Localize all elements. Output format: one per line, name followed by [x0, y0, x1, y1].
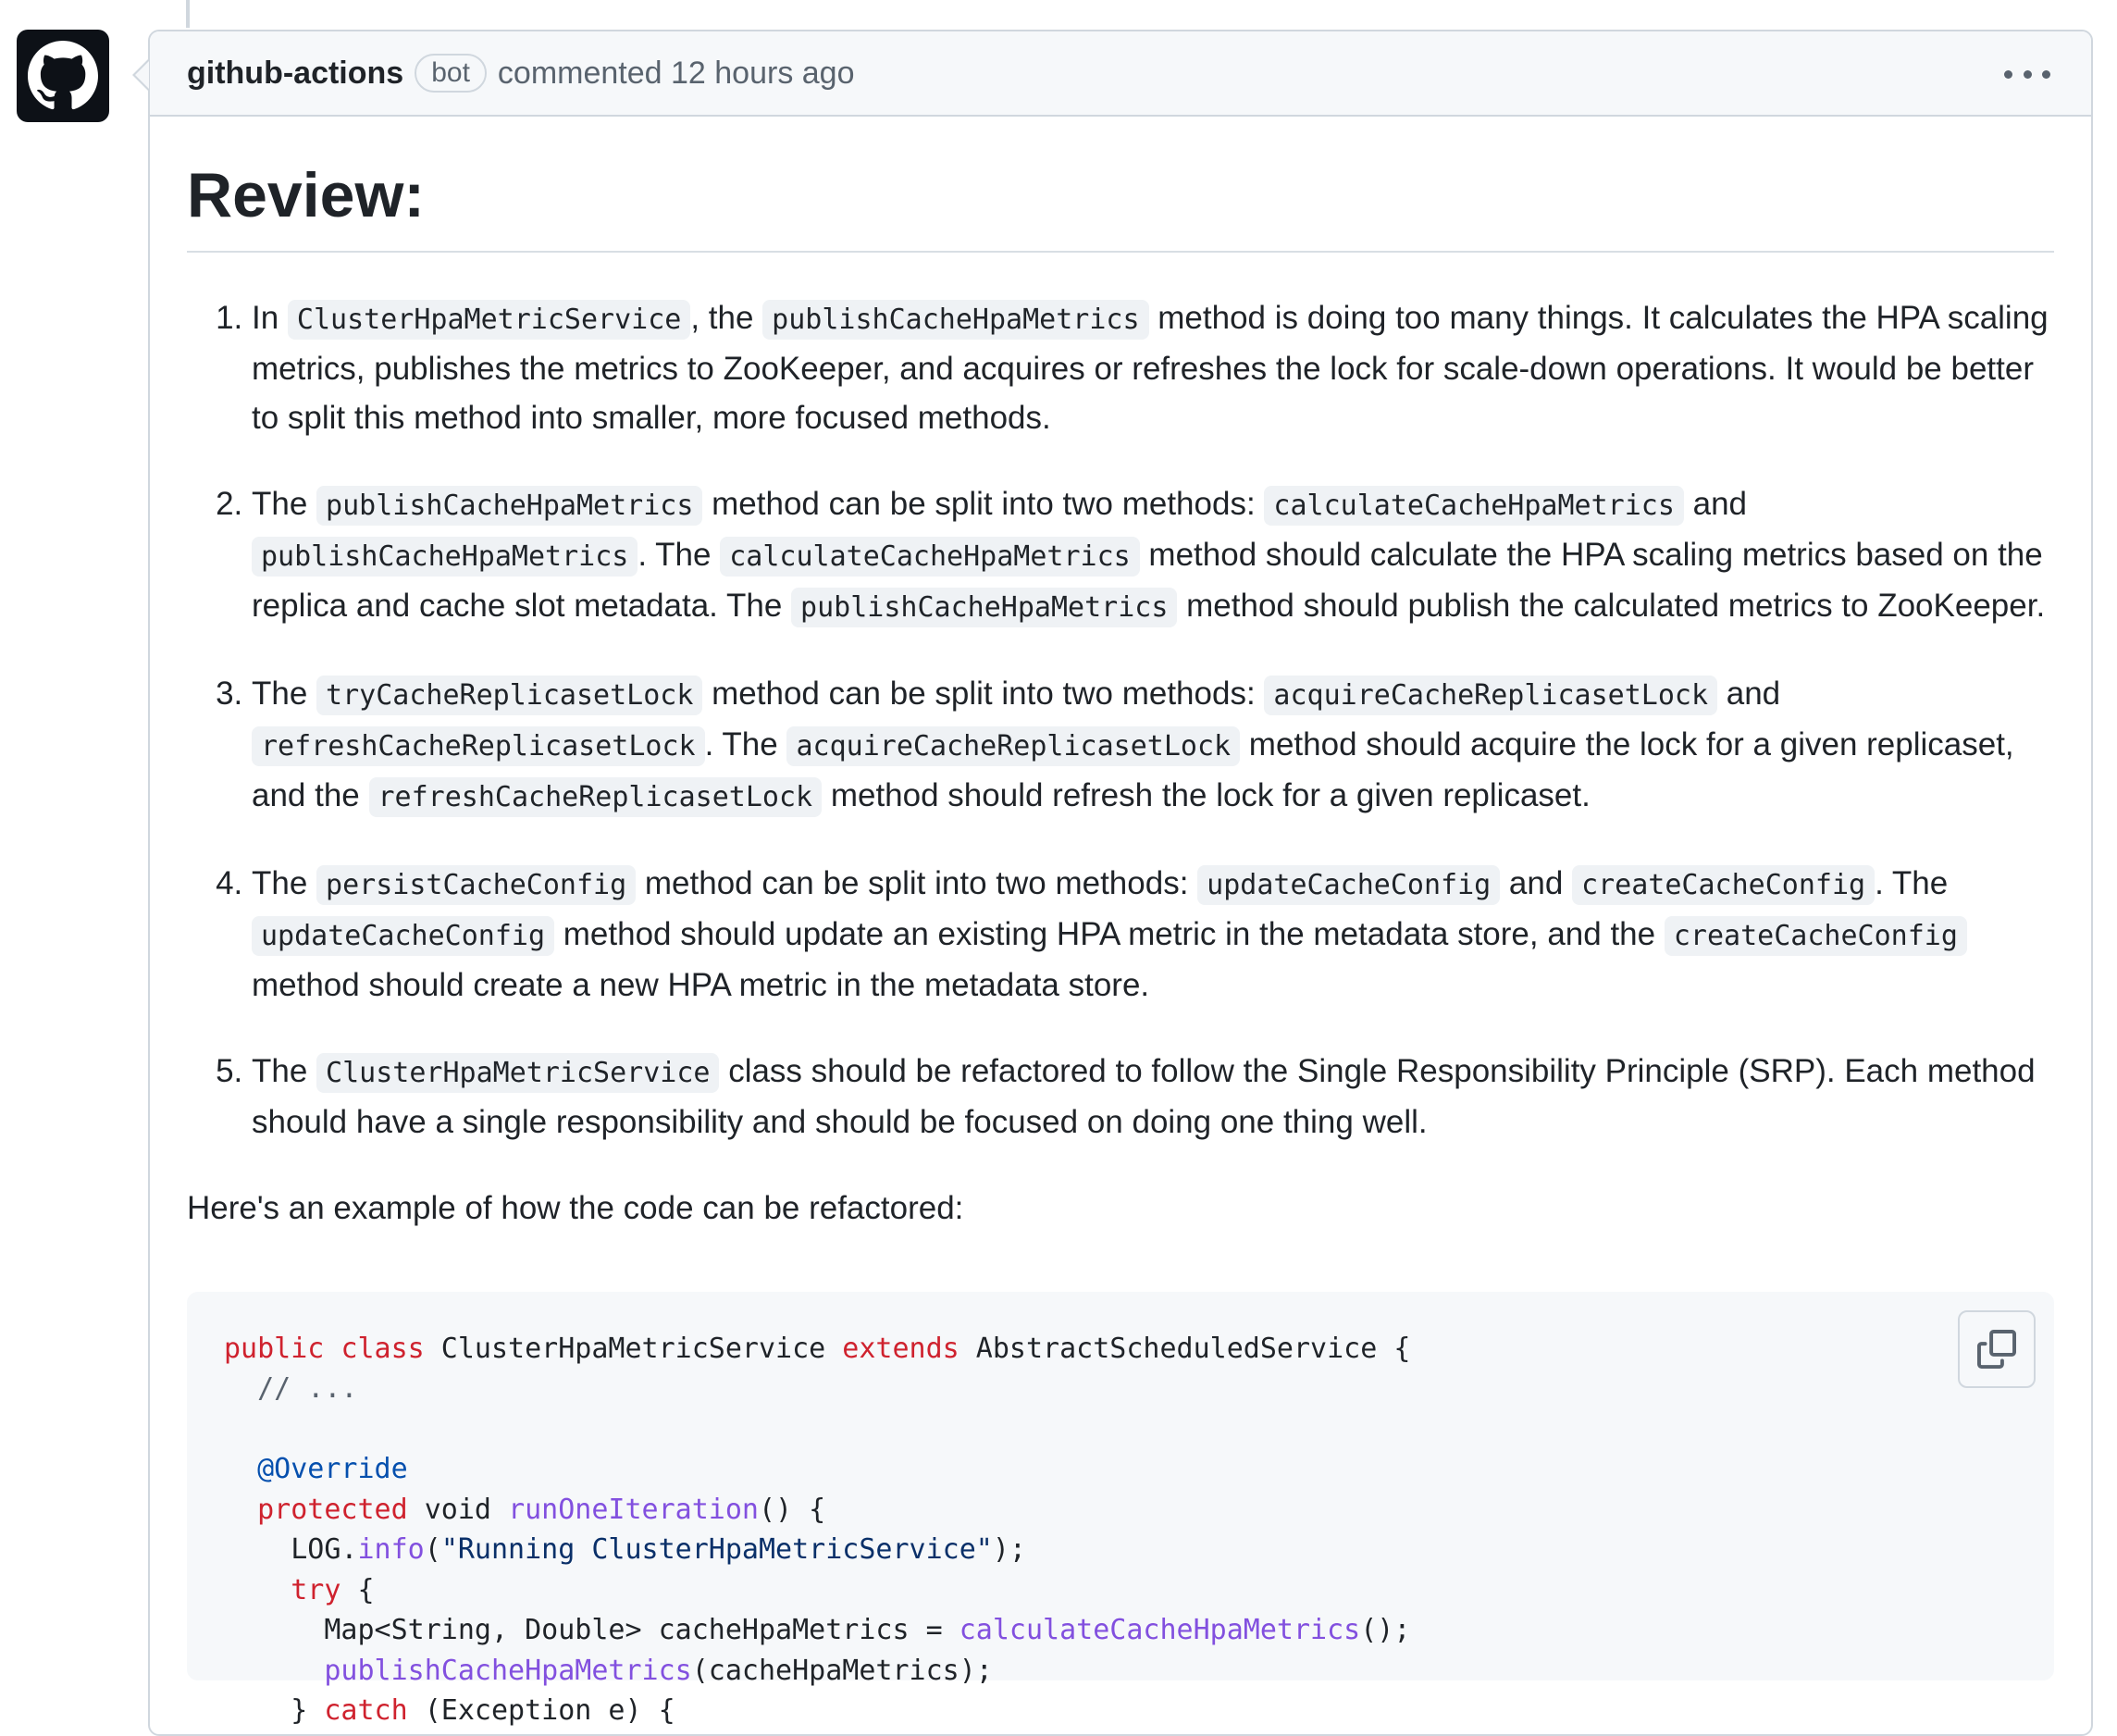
review-text: and [1683, 485, 1748, 522]
code-token: @Override [257, 1453, 408, 1486]
review-text: method can be split into two methods: [636, 864, 1198, 901]
author-link[interactable]: github-actions [187, 55, 404, 91]
code-token: (); [1360, 1614, 1411, 1647]
code-token: ( [424, 1533, 441, 1567]
code-token [224, 1372, 257, 1405]
review-text: method should update an existing HPA metric in the metadata store, and the [554, 915, 1665, 952]
review-text: method should create a new HPA metric in the metadata store. [252, 966, 1150, 1003]
review-text: . The [1875, 864, 1949, 901]
code-token: AbstractScheduledService { [959, 1332, 1411, 1365]
review-item [252, 479, 2054, 632]
copy-button[interactable] [1958, 1310, 2036, 1388]
copy-icon [1977, 1330, 2016, 1369]
comment-box [148, 30, 2093, 1736]
inline-code: publishCacheHpaMetrics [791, 588, 1177, 627]
review-text: method should calculate the HPA scaling metrics based on the replica and cache slot metadata. The [252, 536, 2043, 624]
example-intro: Here's an example of how the code can be refactored: [187, 1189, 964, 1226]
comment-body [150, 117, 2091, 1728]
comment-timestamp[interactable]: commented 12 hours ago [497, 55, 855, 91]
inline-code: updateCacheConfig [252, 916, 554, 956]
code-token: catch [324, 1694, 408, 1728]
avatar[interactable] [17, 30, 109, 122]
code-token: (cacheHpaMetrics); [691, 1654, 993, 1687]
bot-badge: bot [415, 54, 487, 93]
code-token: { [340, 1573, 375, 1606]
code-token: ); [992, 1533, 1026, 1567]
review-text: method can be split into two methods: [702, 675, 1265, 712]
code-block [187, 1292, 2054, 1728]
code-token: publishCacheHpaMetrics [324, 1654, 692, 1687]
code-token: class [340, 1332, 425, 1365]
inline-code: refreshCacheReplicasetLock [369, 777, 823, 817]
code-line [224, 1651, 2017, 1692]
code-token: (Exception e) { [407, 1694, 675, 1728]
review-text: method should refresh the lock for a given replicaset. [822, 776, 1591, 813]
code-token: try [291, 1573, 341, 1606]
code-line [224, 1409, 2017, 1450]
review-item [252, 859, 2054, 1010]
comment-pointer-fill [135, 61, 149, 89]
inline-code: persistCacheConfig [316, 865, 636, 905]
inline-code: acquireCacheReplicasetLock [1264, 676, 1717, 715]
code-line [224, 1490, 2017, 1531]
more-options-icon[interactable] [2004, 56, 2050, 93]
review-heading: Review: [187, 117, 2054, 253]
inline-code: ClusterHpaMetricService [288, 300, 690, 340]
code-token: LOG. [224, 1533, 358, 1567]
review-text: The [252, 1052, 317, 1089]
inline-code: publishCacheHpaMetrics [252, 537, 638, 577]
inline-code: createCacheConfig [1665, 916, 1967, 956]
review-text: In [252, 299, 288, 336]
code-token: extends [842, 1332, 959, 1365]
code-line [224, 1449, 2017, 1490]
review-text: The [252, 864, 317, 901]
comment-header [150, 31, 2091, 117]
review-text: class should be refactored to follow the Single Responsibility Principle (SRP). Each method should have a single responsibility and should be focused on doing one thing well. [252, 1052, 2036, 1140]
inline-code: refreshCacheReplicasetLock [252, 726, 705, 766]
review-text: and [1500, 864, 1573, 901]
review-text: method can be split into two methods: [702, 485, 1265, 522]
code-token: calculateCacheHpaMetrics [959, 1614, 1361, 1647]
code-token: public [224, 1332, 325, 1365]
inline-code: createCacheConfig [1572, 865, 1875, 905]
inline-code: calculateCacheHpaMetrics [1264, 486, 1683, 526]
review-text: , the [690, 299, 763, 336]
code-lines [224, 1329, 2017, 1731]
review-text: The [252, 485, 317, 522]
code-token: Map<String, Double> cacheHpaMetrics = [224, 1614, 959, 1647]
review-text: . The [638, 536, 721, 573]
inline-code: calculateCacheHpaMetrics [720, 537, 1139, 577]
code-token: () { [759, 1493, 826, 1526]
code-line [224, 1530, 2017, 1570]
review-text: method should publish the calculated metrics to ZooKeeper. [1177, 587, 2046, 624]
review-item [252, 669, 2054, 822]
code-line [224, 1329, 2017, 1370]
code-token: ClusterHpaMetricService [424, 1332, 843, 1365]
code-token: void [407, 1493, 509, 1526]
timeline-line [186, 0, 190, 28]
inline-code: tryCacheReplicasetLock [316, 676, 702, 715]
code-token: } [224, 1694, 325, 1728]
code-token: "Running ClusterHpaMetricService" [440, 1533, 993, 1567]
review-text: method is doing too many things. It calculates the HPA scaling metrics, publishes the metrics to ZooKeeper, and acquires or refreshes the lock for scale-down operations. It would be better to split this method into smaller, more focused methods. [252, 299, 2049, 436]
code-line [224, 1691, 2017, 1731]
code-token: runOneIteration [508, 1493, 759, 1526]
code-token: // ... [257, 1372, 358, 1406]
inline-code: ClusterHpaMetricService [316, 1053, 719, 1093]
code-token [324, 1333, 340, 1365]
review-text: method should acquire the lock for a given replicaset, and the [252, 725, 2014, 813]
code-line [224, 1610, 2017, 1651]
review-text: and [1717, 675, 1781, 712]
review-text: The [252, 675, 317, 712]
inline-code: updateCacheConfig [1197, 865, 1500, 905]
code-line [224, 1369, 2017, 1409]
review-text: . The [704, 725, 787, 763]
review-item [252, 1047, 2054, 1147]
code-token [224, 1655, 324, 1687]
github-logo-icon [28, 41, 98, 111]
code-token: info [357, 1533, 425, 1567]
inline-code: publishCacheHpaMetrics [316, 486, 702, 526]
inline-code: acquireCacheReplicasetLock [786, 726, 1240, 766]
code-token [224, 1494, 257, 1526]
code-line [224, 1570, 2017, 1611]
inline-code: publishCacheHpaMetrics [762, 300, 1148, 340]
review-item [252, 293, 2054, 442]
code-token: protected [257, 1493, 408, 1526]
review-list [187, 293, 2054, 1147]
code-token [224, 1574, 291, 1606]
code-token [224, 1453, 257, 1485]
